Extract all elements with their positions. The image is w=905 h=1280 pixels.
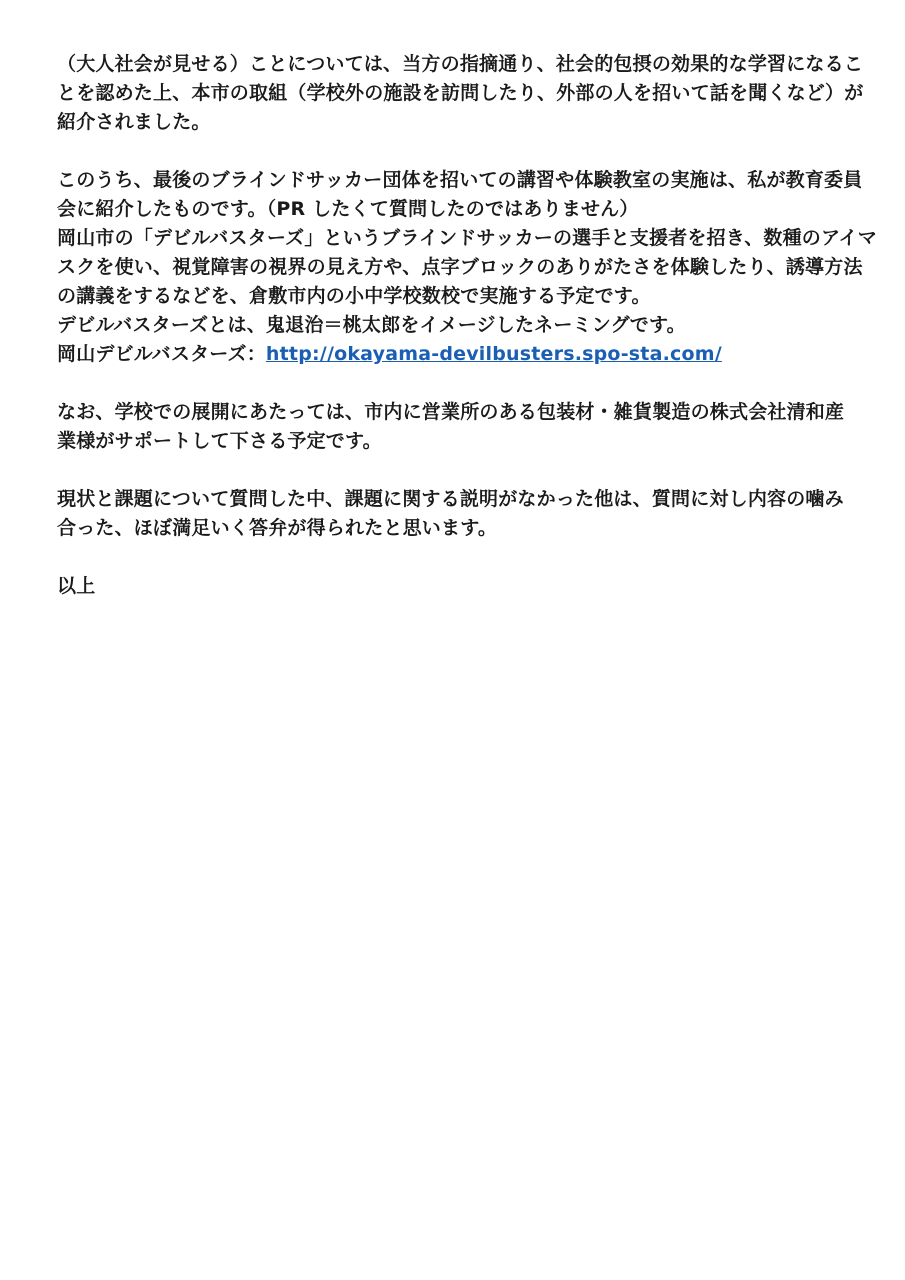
text-line: 現状と課題について質問した中、課題に関する説明がなかった他は、質問に対し内容の噛み bbox=[57, 488, 844, 510]
paragraph-2 bbox=[57, 166, 877, 369]
link-prefix: 岡山デビルバスターズ： bbox=[57, 343, 266, 365]
text-line: 紹介されました。 bbox=[57, 111, 211, 133]
text-line: このうち、最後のブラインドサッカー団体を招いての講習や体験教室の実施は、私が教育委員 bbox=[57, 169, 863, 191]
text-line: 岡山市の「デビルバスターズ」というブラインドサッカーの選手と支援者を招き、数種のアイマ bbox=[57, 227, 877, 249]
text-line: とを認めた上、本市の取組（学校外の施設を訪問したり、外部の人を招いて話を聞くなど）が bbox=[57, 82, 864, 104]
text-line: なお、学校での展開にあたっては、市内に営業所のある包装材・雑貨製造の株式会社清和産 bbox=[57, 401, 845, 423]
paragraph-spacer bbox=[57, 137, 857, 166]
paragraph-spacer bbox=[57, 543, 857, 572]
paragraph-1 bbox=[57, 50, 864, 137]
paragraph-spacer bbox=[57, 456, 857, 485]
text-line: 会に紹介したものです。（PR したくて質問したのではありません） bbox=[57, 198, 639, 220]
text-line: （大人社会が見せる）ことについては、当方の指摘通り、社会的包摂の効果的な学習になるこ bbox=[57, 53, 864, 75]
document-page bbox=[57, 50, 877, 601]
paragraph-4 bbox=[57, 485, 857, 543]
devilbusters-link[interactable]: http://okayama-devilbusters.spo-sta.com/ bbox=[265, 343, 722, 365]
paragraph-spacer bbox=[57, 369, 857, 398]
closing-text: 以上 bbox=[57, 575, 96, 597]
text-line: の講義をするなどを、倉敷市内の小中学校数校で実施する予定です。 bbox=[57, 285, 651, 307]
text-line: 合った、ほぼ満足いく答弁が得られたと思います。 bbox=[57, 517, 498, 539]
link-line bbox=[57, 340, 857, 369]
paragraph-3 bbox=[57, 398, 857, 456]
text-line: スクを使い、視覚障害の視界の見え方や、点字ブロックのありがたさを体験したり、誘導方法 bbox=[57, 256, 863, 278]
text-line: 業様がサポートして下さる予定です。 bbox=[57, 430, 382, 452]
text-line: デビルバスターズとは、鬼退治＝桃太郎をイメージしたネーミングです。 bbox=[57, 314, 686, 336]
